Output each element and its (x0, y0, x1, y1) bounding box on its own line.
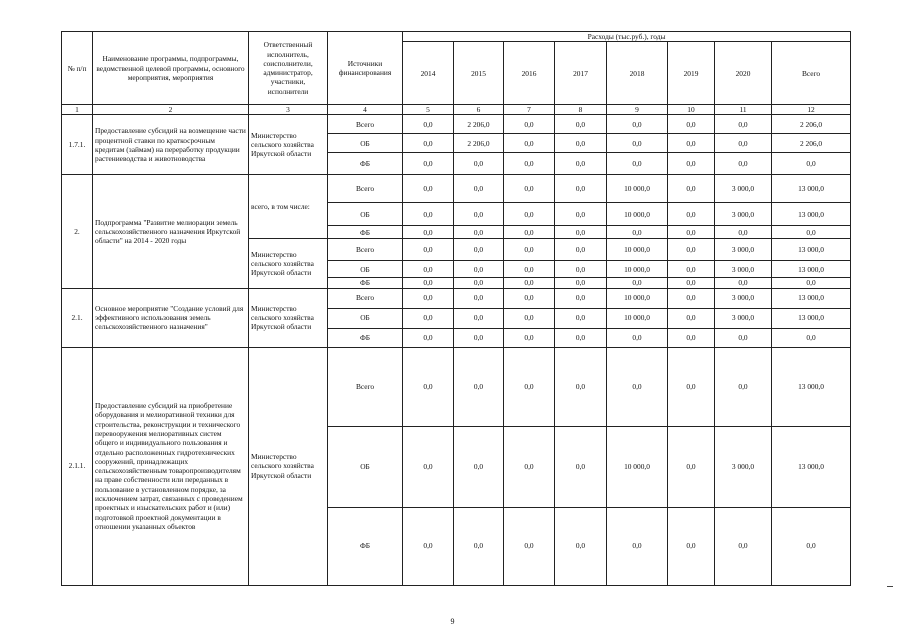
program-name: Подпрограмма "Развитие мелиорации земель сельскохозяйственного назначения Иркутской области" на 2014 - 2020 годы (93, 175, 249, 288)
year-value: 0,0 (403, 288, 454, 308)
funding-source: ФБ (328, 507, 403, 585)
responsible-executor: Министерство сельского хозяйства Иркутской области (249, 115, 328, 175)
year-value: 0,0 (555, 288, 607, 308)
funding-source: ОБ (328, 261, 403, 278)
year-value: 0,0 (454, 288, 504, 308)
total-value: 13 000,0 (772, 426, 851, 507)
year-value: 0,0 (668, 507, 715, 585)
total-value: 13 000,0 (772, 203, 851, 226)
year-value: 3 000,0 (715, 426, 772, 507)
column-number: 8 (555, 105, 607, 115)
funding-source: ОБ (328, 308, 403, 328)
total-value: 13 000,0 (772, 347, 851, 426)
header-name: Наименование программы, подпрограммы, ведомственной целевой программы, основного мероприятия, мероприятия (93, 32, 249, 105)
total-value: 0,0 (772, 328, 851, 347)
year-value: 0,0 (555, 507, 607, 585)
year-value: 0,0 (607, 115, 668, 134)
header-year-2014: 2014 (403, 42, 454, 105)
year-value: 0,0 (504, 115, 555, 134)
year-value: 0,0 (454, 278, 504, 288)
year-value: 0,0 (668, 134, 715, 153)
table-row (62, 115, 851, 134)
year-value: 0,0 (403, 134, 454, 153)
year-value: 0,0 (403, 115, 454, 134)
year-value: 0,0 (403, 239, 454, 261)
funding-source: Всего (328, 347, 403, 426)
year-value: 10 000,0 (607, 203, 668, 226)
year-value: 0,0 (668, 347, 715, 426)
year-value: 0,0 (504, 278, 555, 288)
total-value: 0,0 (772, 507, 851, 585)
year-value: 0,0 (715, 347, 772, 426)
year-value: 0,0 (454, 261, 504, 278)
year-value: 0,0 (668, 328, 715, 347)
year-value: 0,0 (668, 175, 715, 203)
year-value: 0,0 (555, 328, 607, 347)
year-value: 0,0 (403, 328, 454, 347)
responsible-executor: Министерство сельского хозяйства Иркутской области (249, 288, 328, 347)
year-value: 3 000,0 (715, 203, 772, 226)
column-number: 10 (668, 105, 715, 115)
year-value: 3 000,0 (715, 288, 772, 308)
header-year-2020: 2020 (715, 42, 772, 105)
year-value: 0,0 (454, 308, 504, 328)
year-value: 0,0 (715, 226, 772, 239)
year-value: 0,0 (555, 134, 607, 153)
row-number: 1.7.1. (62, 115, 93, 175)
year-value: 0,0 (555, 153, 607, 175)
year-value: 0,0 (715, 507, 772, 585)
year-value: 2 206,0 (454, 134, 504, 153)
column-number: 7 (504, 105, 555, 115)
year-value: 0,0 (403, 226, 454, 239)
year-value: 0,0 (403, 261, 454, 278)
row-number: 2.1. (62, 288, 93, 347)
funding-source: ОБ (328, 203, 403, 226)
total-value: 2 206,0 (772, 134, 851, 153)
year-value: 0,0 (555, 308, 607, 328)
year-value: 0,0 (607, 226, 668, 239)
year-value: 0,0 (504, 308, 555, 328)
year-value: 10 000,0 (607, 239, 668, 261)
total-value: 0,0 (772, 153, 851, 175)
total-value: 0,0 (772, 226, 851, 239)
year-value: 0,0 (504, 203, 555, 226)
year-value: 0,0 (504, 261, 555, 278)
column-number: 3 (249, 105, 328, 115)
table-row (62, 288, 851, 308)
year-value: 3 000,0 (715, 239, 772, 261)
year-value: 0,0 (504, 347, 555, 426)
year-value: 0,0 (403, 153, 454, 175)
year-value: 0,0 (454, 426, 504, 507)
year-value: 0,0 (454, 347, 504, 426)
scan-mark (887, 586, 893, 587)
year-value: 0,0 (668, 115, 715, 134)
year-value: 0,0 (504, 288, 555, 308)
year-value: 0,0 (454, 175, 504, 203)
year-value: 0,0 (403, 278, 454, 288)
header-year-2015: 2015 (454, 42, 504, 105)
year-value: 2 206,0 (454, 115, 504, 134)
column-number: 12 (772, 105, 851, 115)
year-value: 0,0 (504, 239, 555, 261)
year-value: 0,0 (607, 507, 668, 585)
column-numbers-row (62, 105, 851, 115)
year-value: 0,0 (668, 278, 715, 288)
year-value: 0,0 (607, 153, 668, 175)
column-number: 2 (93, 105, 249, 115)
header-year-2016: 2016 (504, 42, 555, 105)
year-value: 0,0 (454, 328, 504, 347)
total-value: 13 000,0 (772, 288, 851, 308)
column-number: 11 (715, 105, 772, 115)
funding-source: ОБ (328, 426, 403, 507)
year-value: 0,0 (607, 278, 668, 288)
year-value: 0,0 (504, 226, 555, 239)
year-value: 0,0 (668, 203, 715, 226)
funding-source: ОБ (328, 134, 403, 153)
year-value: 0,0 (454, 507, 504, 585)
year-value: 10 000,0 (607, 288, 668, 308)
year-value: 3 000,0 (715, 175, 772, 203)
total-value: 2 206,0 (772, 115, 851, 134)
header-source: Источники финансирования (328, 32, 403, 105)
year-value: 0,0 (403, 175, 454, 203)
row-number: 2.1.1. (62, 347, 93, 585)
funding-source: ФБ (328, 278, 403, 288)
program-name: Основное мероприятие "Создание условий для эффективного использования земель сельскохозяйственного назначения" (93, 288, 249, 347)
year-value: 0,0 (504, 175, 555, 203)
total-value: 13 000,0 (772, 239, 851, 261)
year-value: 0,0 (555, 347, 607, 426)
program-name: Предоставление субсидий на приобретение оборудования и мелиоративной техники для строительства, реконструкции и технического перевооружения мелиоративных систем общего и индивидуального пользования и отдельно расположенных гидротехнических сооружений, принадлежащих сельскохозяйственным товаропроизводителям на праве собственности или переданных в пользование в установленном порядке, за исключением затрат, связанных с проведением проектных и изыскательских работ и (или) подготовкой проектной документации в отношении указанных объектов (93, 347, 249, 585)
year-value: 0,0 (668, 239, 715, 261)
year-value: 0,0 (403, 426, 454, 507)
year-value: 0,0 (555, 261, 607, 278)
year-value: 0,0 (668, 261, 715, 278)
year-value: 0,0 (607, 134, 668, 153)
year-value: 0,0 (715, 134, 772, 153)
year-value: 0,0 (668, 308, 715, 328)
year-value: 0,0 (715, 328, 772, 347)
year-value: 0,0 (668, 153, 715, 175)
year-value: 0,0 (504, 328, 555, 347)
responsible-executor: всего, в том числе: (249, 175, 328, 239)
header-total: Всего (772, 42, 851, 105)
funding-source: Всего (328, 288, 403, 308)
year-value: 0,0 (504, 507, 555, 585)
year-value: 0,0 (403, 507, 454, 585)
year-value: 0,0 (555, 278, 607, 288)
table-row (62, 175, 851, 203)
funding-source: Всего (328, 175, 403, 203)
year-value: 0,0 (403, 203, 454, 226)
responsible-executor: Министерство сельского хозяйства Иркутской области (249, 347, 328, 585)
year-value: 0,0 (454, 226, 504, 239)
header-year-2019: 2019 (668, 42, 715, 105)
funding-source: ФБ (328, 226, 403, 239)
year-value: 0,0 (504, 426, 555, 507)
header-num: № п/п (62, 32, 93, 105)
year-value: 3 000,0 (715, 308, 772, 328)
year-value: 0,0 (555, 115, 607, 134)
header-row (62, 32, 851, 42)
page-number: 9 (450, 617, 455, 626)
budget-table (61, 31, 851, 586)
year-value: 0,0 (715, 115, 772, 134)
header-responsible: Ответственный исполнитель, соисполнители, администратор, участники, исполнители (249, 32, 328, 105)
header-year-2017: 2017 (555, 42, 607, 105)
year-value: 0,0 (555, 175, 607, 203)
column-number: 6 (454, 105, 504, 115)
year-value: 0,0 (555, 203, 607, 226)
funding-source: ФБ (328, 328, 403, 347)
column-number: 4 (328, 105, 403, 115)
year-value: 0,0 (555, 426, 607, 507)
row-number: 2. (62, 175, 93, 288)
year-value: 0,0 (715, 153, 772, 175)
column-number: 5 (403, 105, 454, 115)
total-value: 0,0 (772, 278, 851, 288)
year-value: 0,0 (403, 308, 454, 328)
year-value: 0,0 (555, 239, 607, 261)
year-value: 0,0 (607, 328, 668, 347)
column-number: 9 (607, 105, 668, 115)
year-value: 0,0 (454, 239, 504, 261)
year-value: 10 000,0 (607, 426, 668, 507)
year-value: 10 000,0 (607, 261, 668, 278)
header-year-2018: 2018 (607, 42, 668, 105)
year-value: 0,0 (454, 153, 504, 175)
year-value: 0,0 (403, 347, 454, 426)
year-value: 0,0 (607, 347, 668, 426)
funding-source: Всего (328, 239, 403, 261)
responsible-executor: Министерство сельского хозяйства Иркутской области (249, 239, 328, 288)
year-value: 0,0 (504, 134, 555, 153)
year-value: 0,0 (715, 278, 772, 288)
year-value: 3 000,0 (715, 261, 772, 278)
funding-source: ФБ (328, 153, 403, 175)
table-row (62, 347, 851, 426)
funding-source: Всего (328, 115, 403, 134)
total-value: 13 000,0 (772, 261, 851, 278)
year-value: 0,0 (668, 226, 715, 239)
year-value: 0,0 (504, 153, 555, 175)
header-expenses: Расходы (тыс.руб.), годы (403, 32, 851, 42)
total-value: 13 000,0 (772, 308, 851, 328)
year-value: 10 000,0 (607, 308, 668, 328)
year-value: 0,0 (668, 426, 715, 507)
year-value: 10 000,0 (607, 175, 668, 203)
total-value: 13 000,0 (772, 175, 851, 203)
year-value: 0,0 (555, 226, 607, 239)
year-value: 0,0 (454, 203, 504, 226)
year-value: 0,0 (668, 288, 715, 308)
column-number: 1 (62, 105, 93, 115)
table-body (62, 32, 851, 586)
program-name: Предоставление субсидий на возмещение части процентной ставки по краткосрочным кредитам (займам) на переработку продукции растениеводства и животноводства (93, 115, 249, 175)
